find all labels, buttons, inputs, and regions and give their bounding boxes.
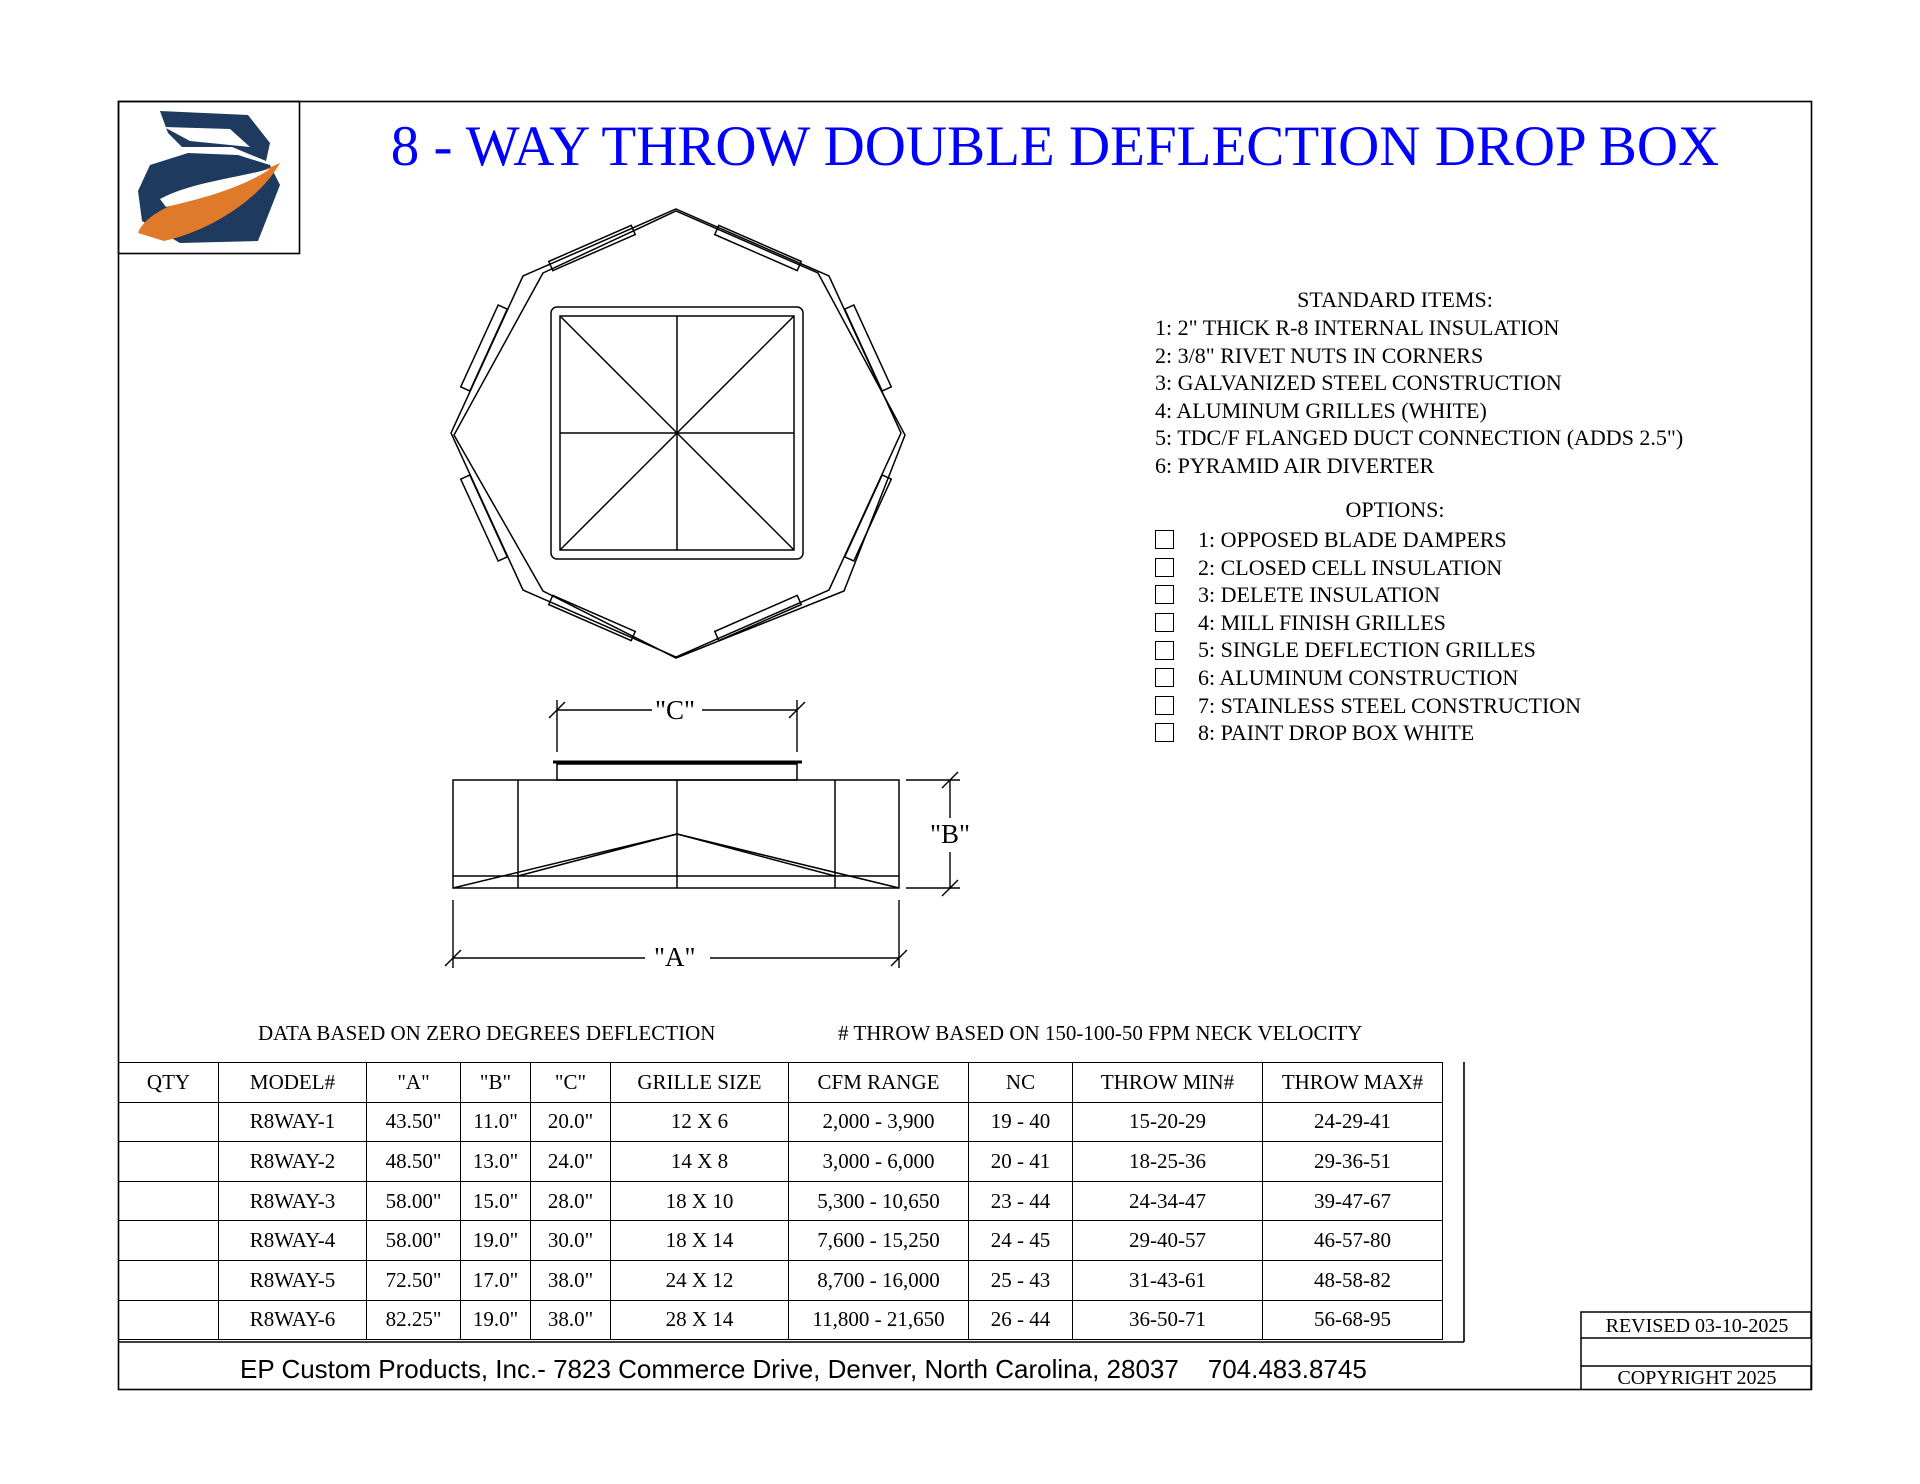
option-row xyxy=(1155,526,1581,554)
table-cell: 19 - 40 xyxy=(969,1102,1073,1142)
table-cell: 43.50" xyxy=(367,1102,461,1142)
standard-items-list xyxy=(1155,314,1683,480)
model-data-table xyxy=(118,1062,1443,1340)
table-cell: R8WAY-3 xyxy=(219,1181,367,1221)
standard-item: 4: ALUMINUM GRILLES (WHITE) xyxy=(1155,397,1487,423)
column-header: MODEL# xyxy=(219,1063,367,1103)
table-row xyxy=(119,1260,1443,1300)
company-address: EP Custom Products, Inc.- 7823 Commerce Drive, Denver, North Carolina, 28037 xyxy=(240,1354,1179,1384)
column-header: "B" xyxy=(461,1063,531,1103)
option-checkbox[interactable] xyxy=(1155,558,1174,577)
table-row xyxy=(119,1181,1443,1221)
option-row xyxy=(1155,664,1581,692)
options-heading: OPTIONS: xyxy=(1345,497,1445,522)
table-cell: 13.0" xyxy=(461,1142,531,1182)
table-cell: 48-58-82 xyxy=(1263,1260,1443,1300)
option-row xyxy=(1155,609,1581,637)
table-cell: 14 X 8 xyxy=(611,1142,789,1182)
table-cell: 24-29-41 xyxy=(1263,1102,1443,1142)
option-label: 2: CLOSED CELL INSULATION xyxy=(1198,554,1503,580)
dimension-b-label: "B" xyxy=(930,819,971,849)
table-cell: 26 - 44 xyxy=(969,1300,1073,1340)
throw-note: # THROW BASED ON 150-100-50 FPM NECK VELOCITY xyxy=(838,1021,1363,1045)
option-row xyxy=(1155,581,1581,609)
table-row xyxy=(119,1221,1443,1261)
option-checkbox[interactable] xyxy=(1155,696,1174,715)
table-cell: 8,700 - 16,000 xyxy=(789,1260,969,1300)
options-list xyxy=(1155,526,1581,747)
column-header: THROW MIN# xyxy=(1073,1063,1263,1103)
option-checkbox[interactable] xyxy=(1155,613,1174,632)
option-checkbox[interactable] xyxy=(1155,530,1174,549)
copyright: COPYRIGHT 2025 xyxy=(1617,1367,1777,1389)
column-header: NC xyxy=(969,1063,1073,1103)
standard-item: 1: 2" THICK R-8 INTERNAL INSULATION xyxy=(1155,315,1560,340)
table-cell: 18-25-36 xyxy=(1073,1142,1263,1182)
dimension-a-label: "A" xyxy=(654,942,696,972)
table-cell: 36-50-71 xyxy=(1073,1300,1263,1340)
qty-cell[interactable] xyxy=(119,1300,219,1340)
standard-item: 6: PYRAMID AIR DIVERTER xyxy=(1155,452,1435,478)
table-cell: R8WAY-2 xyxy=(219,1142,367,1182)
table-cell: 19.0" xyxy=(461,1300,531,1340)
qty-cell[interactable] xyxy=(119,1102,219,1142)
table-cell: 15-20-29 xyxy=(1073,1102,1263,1142)
page-title: 8 - WAY THROW DOUBLE DEFLECTION DROP BOX xyxy=(390,115,1720,178)
table-cell: 56-68-95 xyxy=(1263,1300,1443,1340)
qty-cell[interactable] xyxy=(119,1221,219,1261)
option-row xyxy=(1155,636,1581,664)
table-cell: 25 - 43 xyxy=(969,1260,1073,1300)
option-checkbox[interactable] xyxy=(1155,641,1174,660)
standard-item: 3: GALVANIZED STEEL CONSTRUCTION xyxy=(1155,370,1562,396)
company-phone: 704.483.8745 xyxy=(1207,1354,1367,1384)
deflection-note: DATA BASED ON ZERO DEGREES DEFLECTION xyxy=(258,1021,716,1045)
table-cell: 28 X 14 xyxy=(611,1300,789,1340)
qty-cell[interactable] xyxy=(119,1181,219,1221)
table-cell: 58.00" xyxy=(367,1221,461,1261)
side-view xyxy=(453,762,899,888)
option-checkbox[interactable] xyxy=(1155,585,1174,604)
table-cell: 19.0" xyxy=(461,1221,531,1261)
table-cell: R8WAY-1 xyxy=(219,1102,367,1142)
table-row xyxy=(119,1142,1443,1182)
standard-item: 2: 3/8" RIVET NUTS IN CORNERS xyxy=(1155,342,1484,368)
option-label: 1: OPPOSED BLADE DAMPERS xyxy=(1198,527,1507,552)
table-cell: 28.0" xyxy=(531,1181,611,1221)
qty-cell[interactable] xyxy=(119,1142,219,1182)
option-label: 4: MILL FINISH GRILLES xyxy=(1198,609,1446,635)
dimension-c-label: "C" xyxy=(655,695,696,725)
table-cell: 72.50" xyxy=(367,1260,461,1300)
table-cell: 7,600 - 15,250 xyxy=(789,1221,969,1261)
table-cell: 20.0" xyxy=(531,1102,611,1142)
table-cell: 23 - 44 xyxy=(969,1181,1073,1221)
table-cell: 24-34-47 xyxy=(1073,1181,1263,1221)
revised-date: REVISED 03-10-2025 xyxy=(1605,1315,1789,1337)
table-cell: R8WAY-6 xyxy=(219,1300,367,1340)
table-cell: 58.00" xyxy=(367,1181,461,1221)
column-header: THROW MAX# xyxy=(1263,1063,1443,1103)
table-header-row xyxy=(119,1063,1443,1103)
option-row xyxy=(1155,554,1581,582)
option-row xyxy=(1155,719,1581,747)
table-cell: 11,800 - 21,650 xyxy=(789,1300,969,1340)
column-header: CFM RANGE xyxy=(789,1063,969,1103)
column-header: QTY xyxy=(119,1063,219,1103)
column-header: "C" xyxy=(531,1063,611,1103)
table-cell: 38.0" xyxy=(531,1300,611,1340)
table-cell: 3,000 - 6,000 xyxy=(789,1142,969,1182)
table-cell: 29-40-57 xyxy=(1073,1221,1263,1261)
table-cell: 11.0" xyxy=(461,1102,531,1142)
table-row xyxy=(119,1102,1443,1142)
table-cell: 12 X 6 xyxy=(611,1102,789,1142)
option-label: 8: PAINT DROP BOX WHITE xyxy=(1198,720,1475,746)
table-cell: 24 - 45 xyxy=(969,1221,1073,1261)
option-row xyxy=(1155,692,1581,720)
table-cell: R8WAY-5 xyxy=(219,1260,367,1300)
dimension-lines xyxy=(445,700,960,968)
table-cell: 24.0" xyxy=(531,1142,611,1182)
option-checkbox[interactable] xyxy=(1155,668,1174,687)
company-footer xyxy=(240,1353,1367,1385)
option-label: 5: SINGLE DEFLECTION GRILLES xyxy=(1198,637,1536,663)
table-cell: 82.25" xyxy=(367,1300,461,1340)
table-cell: 39-47-67 xyxy=(1263,1181,1443,1221)
option-label: 3: DELETE INSULATION xyxy=(1198,582,1440,608)
table-cell: 46-57-80 xyxy=(1263,1221,1443,1261)
standard-item: 5: TDC/F FLANGED DUCT CONNECTION (ADDS 2.5") xyxy=(1155,425,1684,451)
table-cell: 24 X 12 xyxy=(611,1260,789,1300)
qty-cell[interactable] xyxy=(119,1260,219,1300)
table-cell: 5,300 - 10,650 xyxy=(789,1181,969,1221)
table-row xyxy=(119,1300,1443,1340)
column-header: GRILLE SIZE xyxy=(611,1063,789,1103)
table-cell: 18 X 10 xyxy=(611,1181,789,1221)
table-cell: 29-36-51 xyxy=(1263,1142,1443,1182)
table-cell: 18 X 14 xyxy=(611,1221,789,1261)
standard-items-heading: STANDARD ITEMS: xyxy=(1297,287,1493,312)
table-cell: R8WAY-4 xyxy=(219,1221,367,1261)
table-cell: 17.0" xyxy=(461,1260,531,1300)
table-cell: 38.0" xyxy=(531,1260,611,1300)
table-cell: 15.0" xyxy=(461,1181,531,1221)
table-cell: 2,000 - 3,900 xyxy=(789,1102,969,1142)
table-cell: 20 - 41 xyxy=(969,1142,1073,1182)
column-header: "A" xyxy=(367,1063,461,1103)
table-cell: 48.50" xyxy=(367,1142,461,1182)
option-label: 7: STAINLESS STEEL CONSTRUCTION xyxy=(1198,692,1582,718)
table-cell: 30.0" xyxy=(531,1221,611,1261)
table-cell: 31-43-61 xyxy=(1073,1260,1263,1300)
option-label: 6: ALUMINUM CONSTRUCTION xyxy=(1198,664,1519,690)
option-checkbox[interactable] xyxy=(1155,723,1174,742)
